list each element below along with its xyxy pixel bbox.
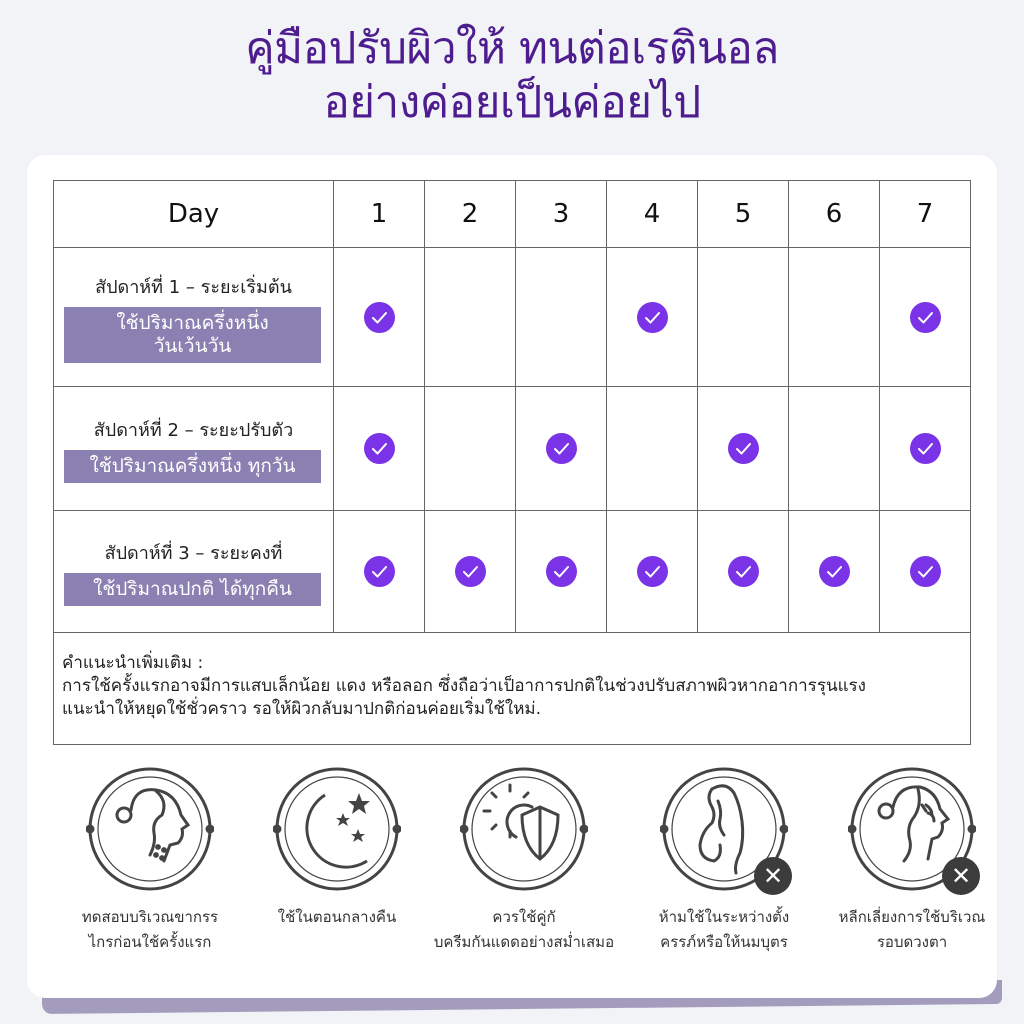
prohibited-x-icon: ✕ [942,857,980,895]
tip-item [424,765,624,955]
day-cell [698,248,789,387]
day-column-header: 5 [698,181,789,248]
table-row [54,248,971,387]
pregnant-woman-icon [660,765,788,893]
tip-caption [812,905,1012,955]
notes-line: แนะนำให้หยุดใช้ชั่วคราว รอให้ผิวกลับมาปกติก่อนค่อยเริ่มใช้ใหม่. [62,699,542,719]
week-title: สัปดาห์ที่ 3 – ระยะคงที่ [104,542,283,564]
checkmark-icon [910,302,941,333]
day-cell [698,387,789,511]
caption-line: รอบดวงตา [876,933,948,951]
usage-tips [27,765,997,955]
title-line-2: อย่างค่อยเป็นค่อยไป [323,77,701,128]
additional-notes [53,632,971,745]
title-line-1: คู่มือปรับผิวให้ ทนต่อเรตินอล [245,23,779,74]
dosage-tag [64,573,321,606]
schedule-table [53,180,971,633]
caption-line: ควรใช้คู่กั [492,908,556,926]
day-cell [425,387,516,511]
day-cell [789,387,880,511]
day-cell [880,511,971,633]
caption-line: หลีกเลี่ยงการใช้บริเวณ [838,908,986,926]
day-cell [425,248,516,387]
day-column-header: 6 [789,181,880,248]
day-cell [880,387,971,511]
day-header: Day [54,181,334,248]
dosage-tag-line: ใช้ปริมาณครึ่งหนึ่ง ทุกวัน [89,454,296,477]
week-title: สัปดาห์ที่ 1 – ระยะเริ่มต้น [95,276,292,298]
checkmark-icon [728,556,759,587]
dosage-tag-line: ใช้ปริมาณปกติ ได้ทุกคืน [93,577,292,600]
patch-test-neck-icon [86,765,214,893]
table-header-row [54,181,971,248]
prohibited-x-icon: ✕ [754,857,792,895]
dosage-tag [64,307,321,363]
day-cell [607,387,698,511]
week-label-cell [54,511,334,633]
checkmark-icon [364,433,395,464]
day-column-header: 3 [516,181,607,248]
checkmark-icon [728,433,759,464]
checkmark-icon [910,556,941,587]
caption-line: ทดสอบบริเวณขากรร [81,908,219,926]
dosage-tag [64,450,321,483]
tip-item [237,765,437,930]
day-cell [334,387,425,511]
checkmark-icon [637,302,668,333]
checkmark-icon [455,556,486,587]
checkmark-icon [546,556,577,587]
day-cell [789,248,880,387]
week-title: สัปดาห์ที่ 2 – ระยะปรับตัว [93,419,294,441]
week-label-cell [54,248,334,387]
caption-line: บครีมกันแดดอย่างสม่ำเสมอ [433,933,615,951]
moon-stars-icon [273,765,401,893]
notes-line: การใช้ครั้งแรกอาจมีการแสบเล็กน้อย แดง หรือลอก ซึ่งถือว่าเป็อาการปกติในช่วงปรับสภาพผิวหากอาการรุนแรง [62,676,866,696]
checkmark-icon [364,302,395,333]
checkmark-icon [364,556,395,587]
day-column-header: 1 [334,181,425,248]
dosage-tag-line: วันเว้นวัน [153,334,232,357]
tip-caption [50,905,250,955]
day-cell [334,248,425,387]
caption-line: ใช้ในตอนกลางคืน [277,908,397,926]
week-label-cell [54,387,334,511]
checkmark-icon [819,556,850,587]
day-column-header: 4 [607,181,698,248]
day-cell [698,511,789,633]
caption-line: ห้ามใช้ในระหว่างตั้ง [658,908,790,926]
tip-caption [424,905,624,955]
day-cell [789,511,880,633]
tip-item [812,765,1012,955]
day-cell [516,511,607,633]
tip-caption [624,905,824,955]
sun-shield-icon [460,765,588,893]
caption-line: ครรภ์หรือให้นมบุตร [660,933,788,951]
day-cell [607,511,698,633]
day-cell [516,387,607,511]
day-cell [880,248,971,387]
table-row [54,387,971,511]
day-column-header: 2 [425,181,516,248]
day-cell [334,511,425,633]
table-row [54,511,971,633]
page-title [0,22,1024,130]
tip-item [624,765,824,955]
eye-area-icon [848,765,976,893]
tip-caption [237,905,437,930]
day-cell [516,248,607,387]
dosage-tag-line: ใช้ปริมาณครึ่งหนึ่ง [116,311,269,334]
caption-line: ไกรก่อนใช้ครั้งแรก [88,933,212,951]
tip-item [50,765,250,955]
day-column-header: 7 [880,181,971,248]
checkmark-icon [637,556,668,587]
checkmark-icon [910,433,941,464]
day-cell [425,511,516,633]
day-cell [607,248,698,387]
notes-heading: คำแนะนำเพิ่มเติม : [62,653,204,673]
checkmark-icon [546,433,577,464]
